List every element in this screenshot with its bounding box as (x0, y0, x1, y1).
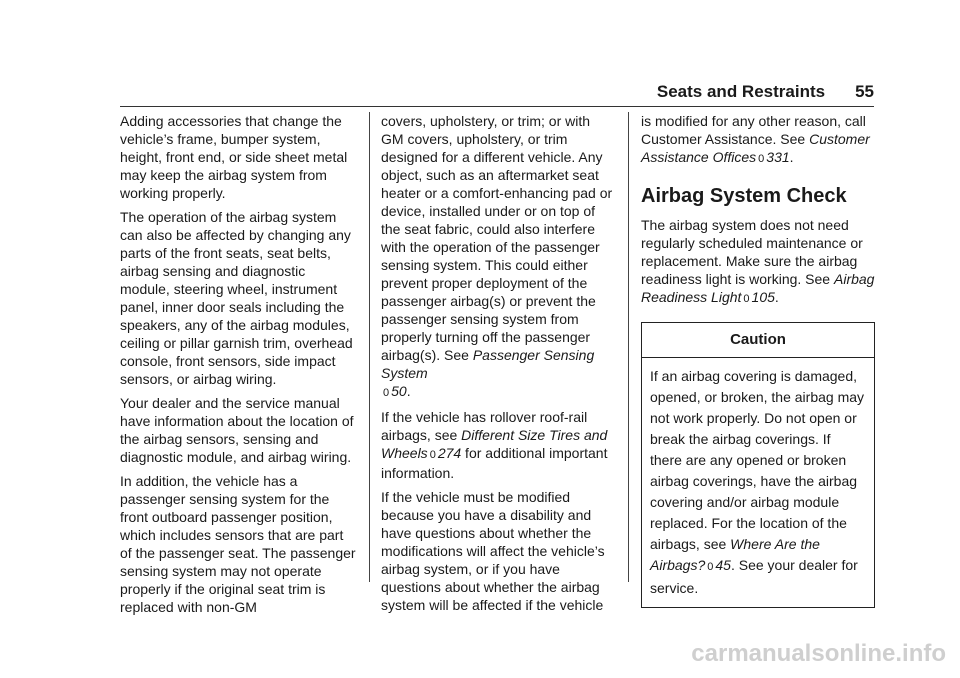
paragraph: The operation of the airbag system can also be affected by changing any parts of the front seats, seat belts, airbag sensing and diagnostic module, steering wheel, instrument panel, inner door seals including the speakers, any of the airbag modules, ceiling or pillar garnish trim, overhead console, front sensors, side impact sensors, or airbag wiring. (120, 209, 353, 387)
page-header (657, 82, 874, 102)
paragraph (381, 112, 615, 402)
reference-page[interactable]: 274 (437, 445, 462, 461)
paragraph (381, 408, 615, 482)
caution-body (642, 358, 874, 607)
page-number: 55 (855, 82, 874, 101)
punctuation: . (774, 289, 779, 305)
reference-page[interactable]: 45 (715, 557, 731, 573)
page-arrow-icon: 0 (758, 153, 765, 165)
cross-reference-link[interactable]: Different Size Tires and Wheels (381, 427, 608, 461)
paragraph-text: The airbag system does not need regularly scheduled maintenance or replacement. Make sure the airbag readiness light is working. See (641, 217, 863, 287)
section-heading: Airbag System Check (641, 185, 847, 207)
header-rule (120, 106, 874, 107)
paragraph (641, 112, 875, 168)
section-title: Seats and Restraints (656, 82, 826, 101)
paragraph-text: for additional important information. (381, 445, 608, 481)
paragraph: In addition, the vehicle has a passenger sensing system for the front outboard passenger position, which includes sensors that are part of the passenger seat. The passenger sensing system may not operate properly if the original seat trim is replaced with non-GM (120, 473, 356, 615)
paragraph-text: If the vehicle has rollover roof-rail airbags, see (381, 409, 588, 443)
paragraph: Adding accessories that change the vehicle’s frame, bumper system, height, front end, or side sheet metal may keep the airbag system from working properly. (120, 113, 348, 201)
reference-page[interactable]: 105 (751, 289, 775, 305)
caution-title: Caution (642, 323, 874, 358)
caution-box (641, 322, 875, 608)
cross-reference-link[interactable]: Airbag Readiness Light (641, 271, 875, 305)
caution-text: . See your dealer for service. (650, 557, 858, 596)
page-arrow-icon: 0 (707, 561, 714, 573)
column-divider-2 (628, 112, 629, 582)
caution-text: If an airbag covering is damaged, opened, or broken, the airbag may not work properly. Do not open or break the airbag coverings. If there are any opened or broken airbag coverings, have the airbag covering and/or airbag module replaced. For the location of the airbags, see (650, 368, 865, 552)
paragraph-text: covers, upholstery, or trim; or with GM covers, upholstery, or trim designed for a different vehicle. Any object, such as an aftermarket seat heater or a comfort-enhancing pad or device, installed under or on top of the seat fabric, could also interfere with the operation of the passenger sensing system. This could either prevent proper deployment of the passenger airbag(s) or prevent the passenger sensing system from properly turning off the passenger airbag(s). See (381, 113, 613, 363)
punctuation: . (406, 383, 411, 399)
page-arrow-icon: 0 (743, 293, 750, 305)
paragraph: If the vehicle must be modified because you have a disability and have questions about whether the modifications will affect the vehicle’s airbag system, or if you have questions about whether the airbag system will be affected if the vehicle (381, 489, 605, 613)
column-2 (381, 112, 615, 620)
punctuation: . (789, 149, 794, 165)
page-arrow-icon: 0 (429, 449, 436, 461)
reference-page[interactable]: 331 (766, 149, 790, 165)
column-divider-1 (369, 112, 370, 582)
cross-reference-link[interactable]: Passenger Sensing System (381, 347, 595, 381)
column-1 (120, 112, 356, 622)
watermark: carmanualsonline.info (691, 640, 946, 667)
column-3 (641, 112, 875, 608)
paragraph (641, 216, 875, 308)
cross-reference-link[interactable]: Where Are the Airbags? (650, 536, 820, 573)
reference-page[interactable]: 50 (391, 383, 407, 399)
cross-reference-link[interactable]: Customer Assistance Offices (641, 131, 870, 165)
page-arrow-icon: 0 (383, 387, 390, 399)
paragraph: Your dealer and the service manual have information about the location of the airbag sensors, sensing and diagnostic module, and airbag wiring. (120, 395, 354, 465)
paragraph-text: is modified for any other reason, call Customer Assistance. See (641, 113, 866, 147)
